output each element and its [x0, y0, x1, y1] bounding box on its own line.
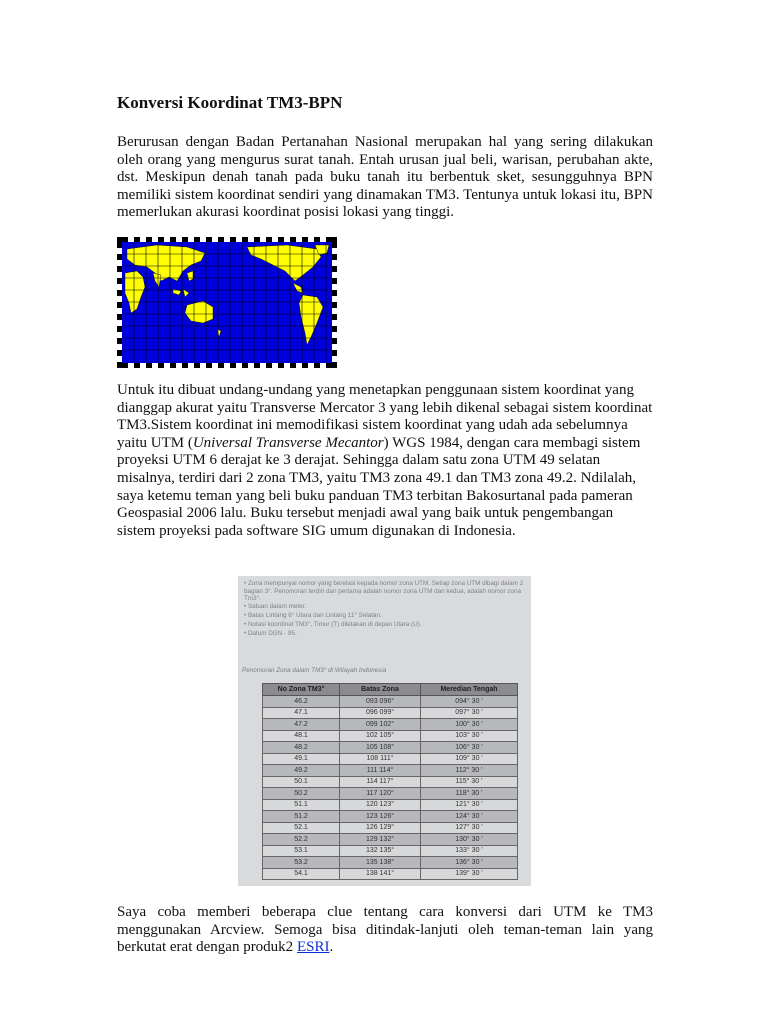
- table-cell: 132 135°: [340, 845, 421, 857]
- table-cell: 47.2: [263, 719, 340, 731]
- table-cell: 114 117°: [340, 776, 421, 788]
- column-header: Batas Zona: [340, 684, 421, 696]
- table-cell: 49.1: [263, 753, 340, 765]
- table-cell: 53.1: [263, 845, 340, 857]
- table-cell: 126 129°: [340, 822, 421, 834]
- table-row: [263, 799, 518, 811]
- closing-period: .: [329, 939, 334, 956]
- table-cell: 109° 30 ': [421, 753, 518, 765]
- table-cell: 094° 30 ': [421, 696, 518, 708]
- paragraph-text-end: ) WGS 1984, dengan cara membagi sistem proyeksi UTM 6 derajat ke 3 derajat. Sehingga dalam satu zona UTM 49 selatan misalnya, terdiri dari 2 zona TM3, yaitu TM3 zona 49.1 dan TM3 zona 49.2. Ndilalah, saya ketemu teman yang beli buku panduan TM3 terbitan Bakosurtanal pada pameran Geospasial 2006 lalu. Buku tersebut menjadi awal yang baik untuk pengembangan sistem proyeksi pada software SIG umum digunakan di Indonesia.: [117, 434, 641, 539]
- table-cell: 115° 30 ': [421, 776, 518, 788]
- table-cell: 123 126°: [340, 811, 421, 823]
- table-cell: 129 132°: [340, 834, 421, 846]
- esri-link[interactable]: ESRI: [296, 939, 330, 956]
- table-cell: 138 141°: [340, 868, 421, 880]
- table-cell: 097° 30 ': [421, 707, 518, 719]
- table-row: [263, 788, 518, 800]
- utm-term-italic: Universal Transverse Mecantor: [192, 434, 384, 451]
- closing-paragraph: [117, 904, 653, 957]
- table-row: [263, 868, 518, 880]
- table-cell: 099 102°: [340, 719, 421, 731]
- table-cell: 100° 30 ': [421, 719, 518, 731]
- scanned-table-image: [238, 576, 531, 886]
- scan-bullet-text: Notasi koordinat TM3°, Timur (T) diletakan di depan Utara (U).: [247, 621, 422, 628]
- table-cell: 111 114°: [340, 765, 421, 777]
- table-cell: 096 099°: [340, 707, 421, 719]
- table-caption: Penomoran Zona dalam TM3° di Wilayah Indonesia: [242, 667, 387, 674]
- table-row: [263, 811, 518, 823]
- table-cell: 102 105°: [340, 730, 421, 742]
- table-cell: 130° 30 ': [421, 834, 518, 846]
- table-cell: 117 120°: [340, 788, 421, 800]
- table-body: [263, 696, 518, 880]
- scan-bullet: • Batas Lintang 6° Utara dan Lintang 11° Selatan.: [244, 612, 382, 619]
- intro-paragraph: Berurusan dengan Badan Pertanahan Nasional merupakan hal yang sering dilakukan oleh orang yang mengurus surat tanah. Entah urusan jual beli, warisan, perubahan akte, dst. Meskipun denah tanah pada buku tanah itu berbentuk sket, sesungguhnya BPN memiliki sistem koordinat sendiri yang dinamakan TM3. Tentunya untuk lokasi itu, BPN memerlukan akurasi koordinat posisi lokasi yang tinggi.: [117, 134, 653, 221]
- page-title: Konversi Koordinat TM3-BPN: [117, 93, 343, 112]
- table-cell: 46.2: [263, 696, 340, 708]
- table-cell: 48.1: [263, 730, 340, 742]
- table-row: [263, 857, 518, 869]
- scan-bullet: • Zona mempunyai nomor yang berelasi kepada nomor zona UTM. Setiap zona UTM dibagi dalam 2 bagian 3°. Penomoran terdiri dari pertama adalah nomor zona UTM dan kedua, adalah nomor zona Tm3°.: [244, 580, 524, 602]
- paragraph-text-start: Untuk itu dibuat undang-undang yang menetapkan penggunaan sistem koordinat yang dianggap akurat yaitu Transverse Mercator 3 yang lebih dikenal sebagai sistem koordinat TM3.Sistem koordinat ini memodifikasi sistem koordinat yang udah ada sebelumnya yaitu UTM (: [117, 382, 653, 451]
- closing-text: Saya coba memberi beberapa clue tentang cara konversi dari UTM ke TM3 menggunakan Arcview. Semoga bisa ditindak-lanjuti oleh teman-teman lain yang berkutat erat dengan produk2: [117, 904, 653, 956]
- table-cell: 139° 30 ': [421, 868, 518, 880]
- scan-bullet-text: Datum DGN - 95.: [247, 630, 297, 637]
- table-cell: 48.2: [263, 742, 340, 754]
- scan-bullet-text: Batas Lintang 6° Utara dan Lintang 11° Selatan.: [247, 612, 382, 619]
- table-cell: 136° 30 ': [421, 857, 518, 869]
- table-cell: 47.1: [263, 707, 340, 719]
- table-row: [263, 707, 518, 719]
- table-row: [263, 765, 518, 777]
- table-cell: 124° 30 ': [421, 811, 518, 823]
- column-header: Meredian Tengah: [421, 684, 518, 696]
- table-cell: 127° 30 ': [421, 822, 518, 834]
- table-cell: 103° 30 ': [421, 730, 518, 742]
- table-cell: 093 096°: [340, 696, 421, 708]
- scan-bullet: • Satuan dalam meter.: [244, 603, 307, 610]
- table-cell: 118° 30 ': [421, 788, 518, 800]
- scan-bullet-text: Satuan dalam meter.: [247, 603, 307, 610]
- table-row: [263, 719, 518, 731]
- world-map-image: [117, 237, 337, 368]
- table-cell: 51.1: [263, 799, 340, 811]
- table-cell: 49.2: [263, 765, 340, 777]
- table-cell: 120 123°: [340, 799, 421, 811]
- table-cell: 53.2: [263, 857, 340, 869]
- table-cell: 50.1: [263, 776, 340, 788]
- table-row: [263, 742, 518, 754]
- table-row: [263, 730, 518, 742]
- table-cell: 105 108°: [340, 742, 421, 754]
- column-header: No Zona TM3°: [263, 684, 340, 696]
- scan-bullet: • Datum DGN - 95.: [244, 630, 297, 637]
- table-cell: 133° 30 ': [421, 845, 518, 857]
- table-cell: 52.1: [263, 822, 340, 834]
- table-row: [263, 696, 518, 708]
- table-row: [263, 753, 518, 765]
- table-cell: 121° 30 ': [421, 799, 518, 811]
- table-cell: 54.1: [263, 868, 340, 880]
- table-row: [263, 822, 518, 834]
- table-cell: 50.2: [263, 788, 340, 800]
- scan-bullet: • Notasi koordinat TM3°, Timur (T) diletakan di depan Utara (U).: [244, 621, 422, 628]
- tm3-zone-table: [262, 683, 518, 880]
- table-row: [263, 776, 518, 788]
- table-cell: 51.2: [263, 811, 340, 823]
- table-row: [263, 845, 518, 857]
- table-cell: 135 138°: [340, 857, 421, 869]
- table-row: [263, 834, 518, 846]
- table-cell: 108 111°: [340, 753, 421, 765]
- table-cell: 52.2: [263, 834, 340, 846]
- body-paragraph: [117, 382, 653, 540]
- scan-bullet-text: Zona mempunyai nomor yang berelasi kepada nomor zona UTM. Setiap zona UTM dibagi dalam 2 bagian 3°. Penomoran terdiri dari pertama adalah nomor zona UTM dan kedua, adalah nomor zona Tm3°.: [244, 580, 524, 602]
- table-cell: 112° 30 ': [421, 765, 518, 777]
- table-cell: 106° 30 ': [421, 742, 518, 754]
